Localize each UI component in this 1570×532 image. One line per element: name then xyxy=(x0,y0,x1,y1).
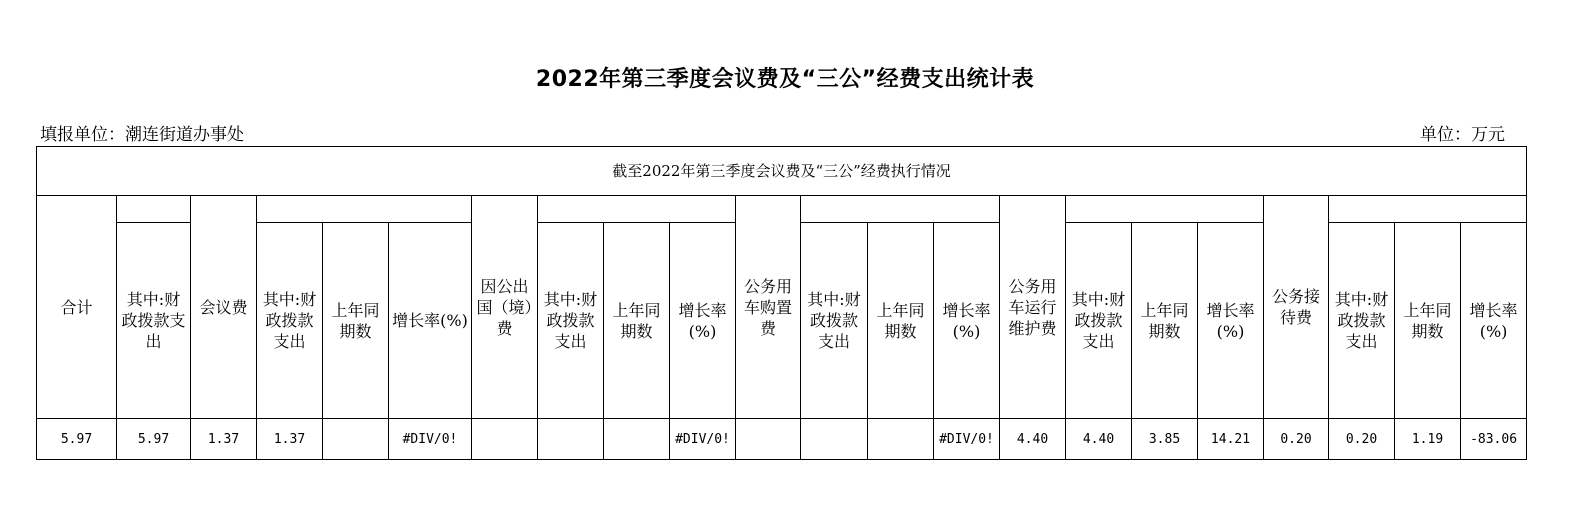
table-cell: 14.21 xyxy=(1198,419,1264,460)
col-header: 上年同期数 xyxy=(1395,223,1461,419)
table-banner: 截至2022年第三季度会议费及“三公”经费执行情况 xyxy=(37,147,1527,196)
table-cell: -83.06 xyxy=(1461,419,1527,460)
col-header: 增长率(%) xyxy=(934,223,1000,419)
table-cell xyxy=(868,419,934,460)
table-cell: 1.37 xyxy=(257,419,323,460)
table-cell: 0.20 xyxy=(1329,419,1395,460)
col-header: 其中:财政拨款支出 xyxy=(538,223,604,419)
table-cell xyxy=(604,419,670,460)
table-cell: 3.85 xyxy=(1132,419,1198,460)
page-title: 2022年第三季度会议费及“三公”经费支出统计表 xyxy=(535,67,1035,92)
col-header: 其中:财政拨款支出 xyxy=(801,223,868,419)
table-cell: 4.40 xyxy=(1000,419,1066,460)
col-header: 会议费 xyxy=(191,196,257,419)
header-spacer xyxy=(257,196,472,223)
col-header: 公务用车运行维护费 xyxy=(1000,196,1066,419)
table-cell xyxy=(472,419,538,460)
col-header: 增长率(%) xyxy=(1461,223,1527,419)
col-header: 其中:财政拨款支出 xyxy=(1329,223,1395,419)
col-header: 合计 xyxy=(37,196,117,419)
expense-table xyxy=(36,146,1527,460)
reporting-unit: 填报单位：潮连街道办事处 xyxy=(40,125,244,145)
currency-unit: 单位：万元 xyxy=(1420,125,1505,145)
header-spacer xyxy=(538,196,736,223)
header-spacer xyxy=(117,196,191,223)
table-cell: 1.19 xyxy=(1395,419,1461,460)
col-header: 增长率(%) xyxy=(670,223,736,419)
table-cell xyxy=(323,419,389,460)
header-spacer xyxy=(1329,196,1527,223)
col-header: 增长率(%) xyxy=(1198,223,1264,419)
table-cell: 5.97 xyxy=(37,419,117,460)
table-cell: #DIV/0! xyxy=(670,419,736,460)
table-cell: 4.40 xyxy=(1066,419,1132,460)
table-cell: 5.97 xyxy=(117,419,191,460)
col-header: 上年同期数 xyxy=(868,223,934,419)
table-cell xyxy=(801,419,868,460)
header-spacer xyxy=(1066,196,1264,223)
table-cell: #DIV/0! xyxy=(389,419,472,460)
header-spacer xyxy=(801,196,1000,223)
col-header: 上年同期数 xyxy=(604,223,670,419)
col-header: 公务接待费 xyxy=(1264,196,1329,419)
col-header: 公务用车购置费 xyxy=(736,196,801,419)
col-header: 其中:财政拨款支出 xyxy=(257,223,323,419)
table-cell: 1.37 xyxy=(191,419,257,460)
table-cell xyxy=(538,419,604,460)
col-header: 上年同期数 xyxy=(1132,223,1198,419)
col-header: 其中:财政拨款支出 xyxy=(1066,223,1132,419)
table-cell: #DIV/0! xyxy=(934,419,1000,460)
col-header: 其中:财政拨款支出 xyxy=(117,223,191,419)
table-cell: 0.20 xyxy=(1264,419,1329,460)
table-row xyxy=(37,419,1527,460)
table-cell xyxy=(736,419,801,460)
col-header: 因公出国（境）费 xyxy=(472,196,538,419)
col-header: 上年同期数 xyxy=(323,223,389,419)
col-header: 增长率(%) xyxy=(389,223,472,419)
